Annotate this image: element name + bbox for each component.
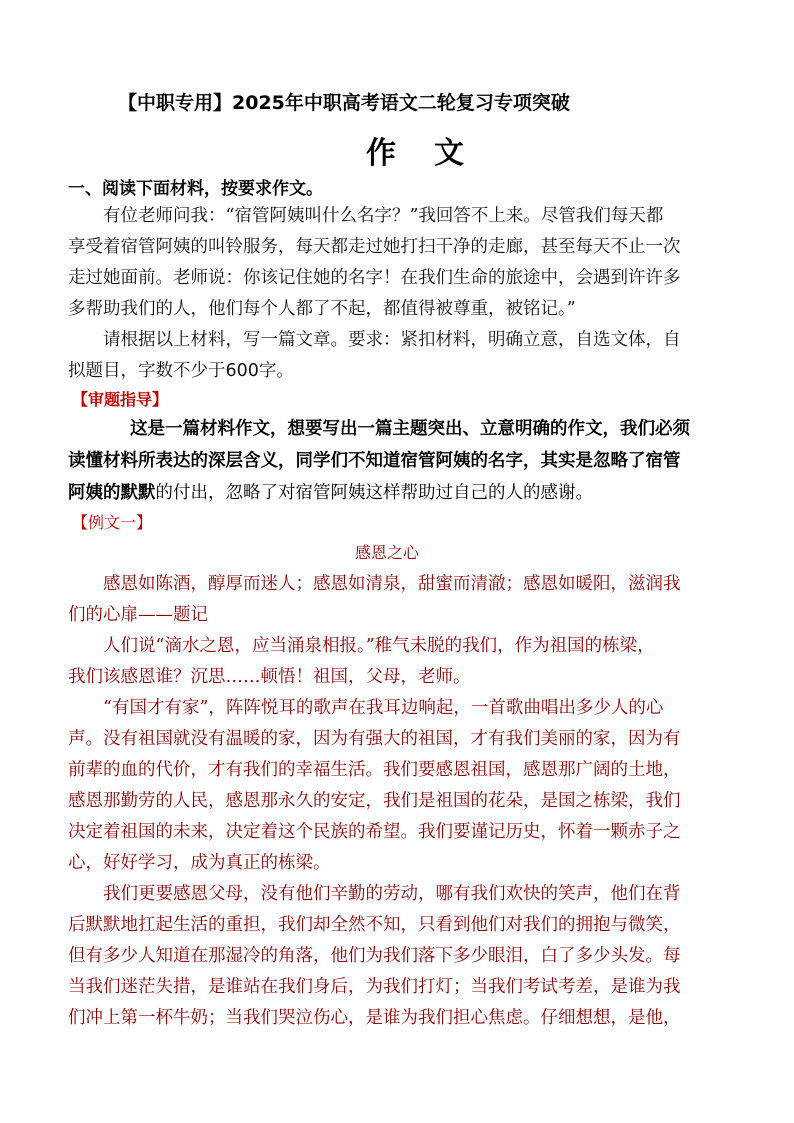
guide-label: 【审题指导】 — [72, 390, 169, 409]
example-line: 感恩那勤劳的人民，感恩那永久的安定，我们是祖国的花朵，是国之栋梁，我们 — [68, 791, 681, 811]
guide-last-rest: 的付出，忽略了对宿管阿姨这样帮助过自己的人的感谢。 — [155, 483, 593, 503]
example-line: 声。没有祖国就没有温暖的家，因为有强大的祖国，才有我们美丽的家，因为有 — [68, 729, 681, 749]
guide-line: 这是一篇材料作文，想要写出一篇主题突出、立意明确的作文，我们必须 — [130, 419, 690, 439]
guide-last-line — [68, 479, 593, 504]
example-title: 感恩之心 — [355, 543, 420, 562]
example-label: 【例文一】 — [72, 513, 153, 532]
example-line: 后默默地扛起生活的重担，我们却全然不知，只看到他们对我们的拥抱与微笑， — [68, 915, 681, 935]
example-line: 但有多少人知道在那湿冷的角落，他们为我们落下多少眼泪，白了多少头发。每 — [68, 946, 681, 966]
example-line: 当我们迷茫失措，是谁站在我们身后，为我们打灯；当我们考试考差，是谁为我 — [68, 977, 681, 997]
example-line: 感恩如陈酒，醇厚而迷人；感恩如清泉，甜蜜而清澈；感恩如暖阳，滋润我 — [103, 574, 681, 594]
material-line: 有位老师问我：“宿管阿姨叫什么名字？”我回答不上来。尽管我们每天都 — [103, 206, 664, 226]
guide-line: 读懂材料所表达的深层含义，同学们不知道宿管阿姨的名字，其实是忽略了宿管 — [68, 451, 681, 471]
example-line: 人们说“滴水之恩，应当涌泉相报。”稚气未脱的我们，作为祖国的栋梁， — [103, 636, 655, 656]
example-line: 们冲上第一杯牛奶；当我们哭泣伤心，是谁为我们担心焦虑。仔细想想，是他， — [68, 1008, 681, 1028]
material-line: 享受着宿管阿姨的叫铃服务，每天都走过她打扫干净的走廊，甚至每天不止一次 — [68, 237, 681, 257]
material-line: 走过她面前。老师说：你该记住她的名字！在我们生命的旅途中，会遇到许许多 — [68, 268, 681, 288]
example-line: 心，好好学习，成为真正的栋梁。 — [68, 853, 331, 873]
example-line: “有国才有家”，阵阵悦耳的歌声在我耳边响起，一首歌曲唱出多少人的心 — [103, 698, 664, 718]
requirement-line: 请根据以上材料，写一篇文章。要求：紧扣材料，明确立意，自选文体，自 — [103, 330, 681, 350]
page-title: 作文 — [366, 136, 502, 171]
example-line: 我们更要感恩父母，没有他们辛勤的劳动，哪有我们欢快的笑声，他们在背 — [103, 884, 681, 904]
material-line: 多帮助我们的人，他们每个人都了不起，都值得被尊重，被铭记。” — [68, 299, 576, 319]
example-line: 前辈的血的代价，才有我们的幸福生活。我们要感恩祖国，感恩那广阔的土地， — [68, 760, 681, 780]
question-heading: 一、阅读下面材料，按要求作文。 — [68, 179, 323, 199]
requirement-line: 拟题目，字数不少于600字。 — [68, 361, 294, 381]
example-line: 们的心扉——题记 — [68, 605, 208, 625]
example-line: 我们该感恩谁？沉思……顿悟！祖国，父母，老师。 — [68, 667, 471, 687]
example-line: 决定着祖国的未来，决定着这个民族的希望。我们要谨记历史，怀着一颗赤子之 — [68, 822, 681, 842]
guide-last-bold: 阿姨的默默 — [68, 483, 156, 503]
document-header: 【中职专用】2025年中职高考语文二轮复习专项突破 — [118, 92, 570, 114]
